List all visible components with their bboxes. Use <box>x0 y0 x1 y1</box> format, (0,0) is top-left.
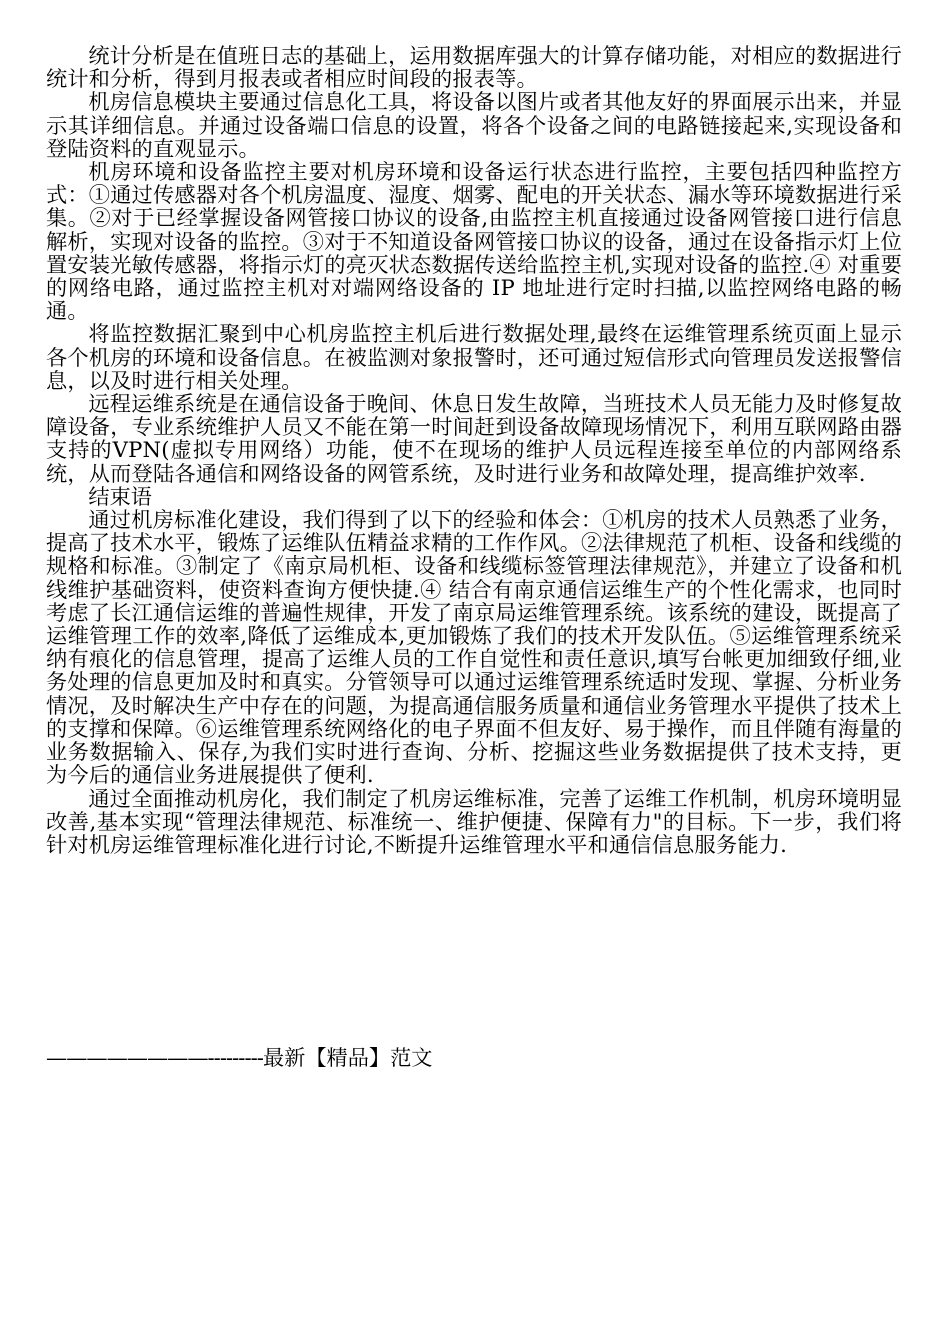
paragraph-remote-ops: 远程运维系统是在通信设备于晚间、休息日发生故障，当班技术人员无能力及时修复故障设备，专业系统维护人员又不能在第一时间赶到设备故障现场情况下，利用互联网路由器支持的VPN(虚拟专用网络）功能，使不在现场的维护人员远程连接至单位的内部网络系统，从而登陆各通信和网络设备的网管系统，及时进行业务和故障处理，提高维护效率. <box>46 391 902 486</box>
footer-dash-rule: ————————--------- <box>46 1045 263 1070</box>
paragraph-monitoring: 机房环境和设备监控主要对机房环境和设备运行状态进行监控，主要包括四种监控方式：①通过传感器对各个机房温度、湿度、烟雾、配电的开关状态、漏水等环境数据进行采集。②对于已经掌握设备网管接口协议的设备,由监控主机直接通过设备网管接口进行信息解析，实现对设备的监控。③对于不知道设备网管接口协议的设备，通过在设备指示灯上位置安装光敏传感器，将指示灯的亮灭状态数据传送给监控主机,实现对设备的监控.④ 对重要的网络电路，通过监控主机对对端网络设备的 IP 地址进行定时扫描,以监控网络电路的畅通。 <box>46 159 902 324</box>
document-body <box>46 44 902 856</box>
paragraph-statistics: 统计分析是在值班日志的基础上，运用数据库强大的计算存储功能，对相应的数据进行统计和分析，得到月报表或者相应时间段的报表等。 <box>46 43 902 92</box>
footer-tagline <box>46 1046 432 1070</box>
footer-label: 最新【精品】范文 <box>262 1045 433 1070</box>
paragraph-conclusion-summary: 通过全面推动机房化，我们制定了机房运维标准，完善了运维工作机制，机房环境明显改善,基本实现“管理法律规范、标准统一、维护便捷、保障有力"的目标。下一步，我们将针对机房运维管理标准化进行讨论,不断提升运维管理水平和通信信息服务能力. <box>46 785 902 857</box>
paragraph-room-info: 机房信息模块主要通过信息化工具，将设备以图片或者其他友好的界面展示出来，并显示其详细信息。并通过设备端口信息的设置，将各个设备之间的电路链接起来,实现设备和登陆资料的直观显示。 <box>46 89 902 161</box>
paragraph-conclusion-experience: 通过机房标准化建设，我们得到了以下的经验和体会：①机房的技术人员熟悉了业务，提高了技术水平，锻炼了运维队伍精益求精的工作作风。②法律规范了机柜、设备和线缆的规格和标准。③制定了《南京局机柜、设备和线缆标签管理法律规范》，并建立了设备和机线维护基础资料，使资料查询方便快捷.④ 结合有南京通信运维生产的个性化需求，也同时考虑了长江通信运维的普遍性规律，开发了南京局运维管理系统。该系统的建设，既提高了运维管理工作的效率,降低了运维成本,更加锻炼了我们的技术开发队伍。⑤运维管理系统采纳有痕化的信息管理，提高了运维人员的工作自觉性和责任意识,填写台帐更加细致仔细,业务处理的信息更加及时和真实。分管领导可以通过运维管理系统适时发现、掌握、分析业务情况，及时解决生产中存在的问题，为提高通信服务质量和通信业务管理水平提供了技术上的支撑和保障。⑥运维管理系统网络化的电子界面不但友好、易于操作，而且伴随有海量的业务数据输入、保存,为我们实时进行查询、分析、挖掘这些业务数据提供了技术支持，更为今后的通信业务进展提供了便利. <box>46 507 902 788</box>
paragraph-data-processing: 将监控数据汇聚到中心机房监控主机后进行数据处理,最终在运维管理系统页面上显示各个机房的环境和设备信息。在被监测对象报警时，还可通过短信形式向管理员发送报警信息，以及时进行相关处理。 <box>46 321 902 393</box>
section-heading-conclusion: 结束语 <box>88 483 152 509</box>
